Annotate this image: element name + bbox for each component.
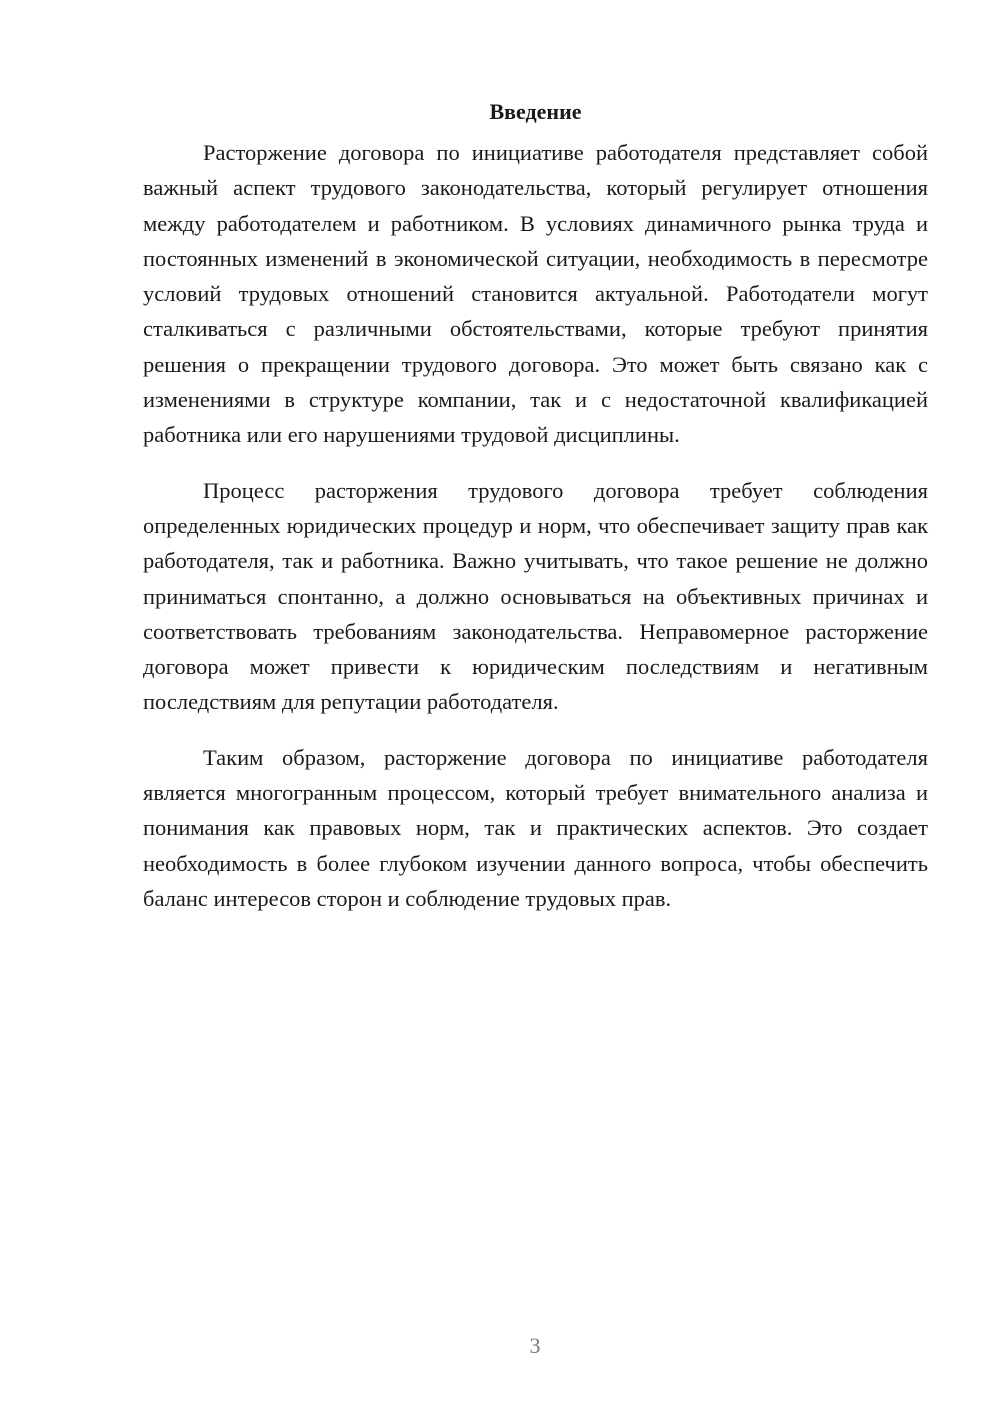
page-number: 3 xyxy=(529,1333,541,1358)
paragraph-3: Таким образом, расторжение договора по инициативе работодателя является многогранным процессом, который требует внимательного анализа и понимания как правовых норм, так и практических аспектов. Это создает необходимость в более глубоком изучении данного вопроса, чтобы обеспечить баланс интересов сторон и соблюдение трудовых прав. xyxy=(143,744,928,911)
paragraph-1: Расторжение договора по инициативе работодателя представляет собой важный аспект трудового законодательства, который регулирует отношения между работодателем и работником. В условиях динамичного рынка труда и постоянных изменений в экономической ситуации, необходимость в пересмотре условий трудовых отношений становится актуальной. Работодатели могут сталкиваться с различными обстоятельствами, которые требуют принятия решения о прекращении трудового договора. Это может быть связано как с изменениями в структуре компании, так и с недостаточной квалификацией работника или его нарушениями трудовой дисциплины. xyxy=(143,140,928,448)
document-page xyxy=(143,97,928,936)
paragraph-2: Процесс расторжения трудового договора требует соблюдения определенных юридических процедур и норм, что обеспечивает защиту прав как работодателя, так и работника. Важно учитывать, что такое решение не должно приниматься спонтанно, а должно основываться на объективных причинах и соответствовать требованиям законодательства. Неправомерное расторжение договора может привести к юридическим последствиям и негативным последствиям для репутации работодателя. xyxy=(143,477,928,715)
section-title: Введение xyxy=(489,99,582,124)
